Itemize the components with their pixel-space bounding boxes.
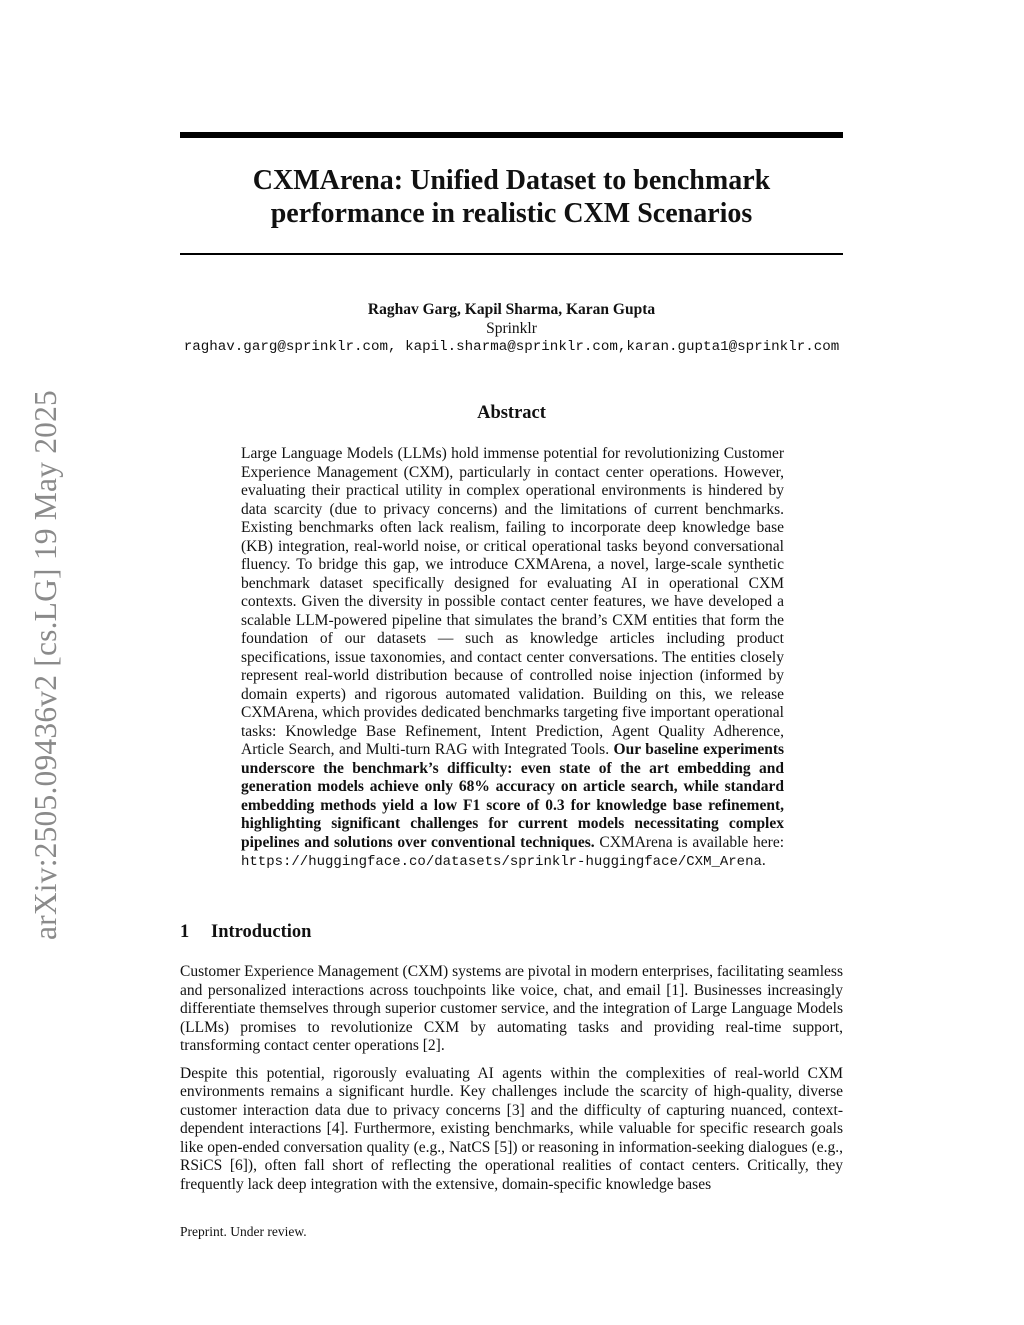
author-emails: raghav.garg@sprinklr.com, kapil.sharma@sprinklr.com,karan.gupta1@sprinklr.com [183, 339, 840, 355]
title-bottom-rule [180, 253, 843, 255]
author-names: Raghav Garg, Kapil Sharma, Karan Gupta [367, 301, 656, 318]
paper-title [180, 164, 843, 230]
arxiv-sidebar [26, 370, 66, 960]
dataset-link[interactable]: https://huggingface.co/datasets/sprinklr-huggingface/CXM_Arena [241, 854, 762, 870]
intro-paragraph-2: Despite this potential, rigorously evaluating AI agents within the complexities of real-world CXM environments remains a significant hurdle. Key challenges include the scarcity of high-quality, diverse customer interaction data due to privacy concerns [3] and the difficulty of capturing nuanced, context-dependent interactions [4]. Furthermore, existing benchmarks, while valuable for specific research goals like open-ended conversation quality (e.g., NatCS [5]) or reasoning in information-seeking dialogues (e.g., RSiCS [6]), often fall short of reflecting the operational realities of contact centers. Critically, they frequently lack deep integration with the extensive, domain-specific knowledge bases [180, 1064, 843, 1193]
footer-note: Preprint. Under review. [180, 1224, 307, 1239]
title-line-2: performance in realistic CXM Scenarios [270, 198, 753, 229]
introduction-body [180, 963, 843, 1203]
title-line-1: CXMArena: Unified Dataset to benchmark [252, 165, 771, 196]
abstract-end-punctuation: . [761, 852, 766, 869]
title-top-rule [180, 132, 843, 138]
abstract-heading: Abstract [477, 403, 546, 423]
abstract-bold-text: Our baseline experiments underscore the benchmark’s difficulty: even state of the art embedding and generation models achieve only 68% accuracy on article search, while standard embedding methods yield a low F1 score of 0.3 for knowledge base refinement, highlighting significant challenges for current models necessitating complex pipelines and solutions over conventional techniques. [241, 741, 785, 851]
section-number: 1 [180, 922, 190, 942]
author-block [180, 300, 843, 357]
section-title: Introduction [211, 922, 312, 942]
introduction-heading [180, 922, 311, 943]
abstract-body [241, 445, 784, 872]
intro-paragraph-1: Customer Experience Management (CXM) systems are pivotal in modern enterprises, facilitating seamless and personalized interactions across touchpoints like voice, chat, and email [1]. Businesses increasingly differentiate themselves through superior customer service, and the integration of Large Language Models (LLMs) promises to revolutionize CXM by automating tasks and providing real-time support, transforming contact center operations [2]. [180, 963, 843, 1054]
abstract-availability: CXMArena is available here: [599, 833, 785, 851]
author-affiliation: Sprinklr [486, 320, 537, 337]
arxiv-identifier: arXiv:2505.09436v2 [cs.LG] 19 May 2025 [28, 389, 63, 941]
abstract-text: Large Language Models (LLMs) hold immense potential for revolutionizing Customer Experience Management (CXM), particularly in contact center operations. However, evaluating their practical utility in complex operational environments is hindered by data scarcity (due to privacy concerns) and the limitations of current benchmarks. Existing benchmarks often lack realism, failing to incorporate deep knowledge base (KB) integration, real-world noise, or critical operational tasks beyond conversational fluency. To bridge this gap, we introduce CXMArena, a novel, large-scale synthetic benchmark dataset specifically designed for evaluating AI in operational CXM contexts. Given the diversity in possible contact center features, we have developed a scalable LLM-powered pipeline that simulates the brand’s CXM entities that form the foundation of our datasets — such as knowledge articles including product specifications, issue taxonomies, and contact center conversations. The entities closely represent real-world distribution because of controlled noise injection (informed by domain experts) and rigorous automated validation. Building on this, we release CXMArena, which provides dedicated benchmarks targeting five important operational tasks: Knowledge Base Refinement, Intent Prediction, Agent Quality Adherence, Article Search, and Multi-turn RAG with Integrated Tools. [241, 445, 784, 758]
